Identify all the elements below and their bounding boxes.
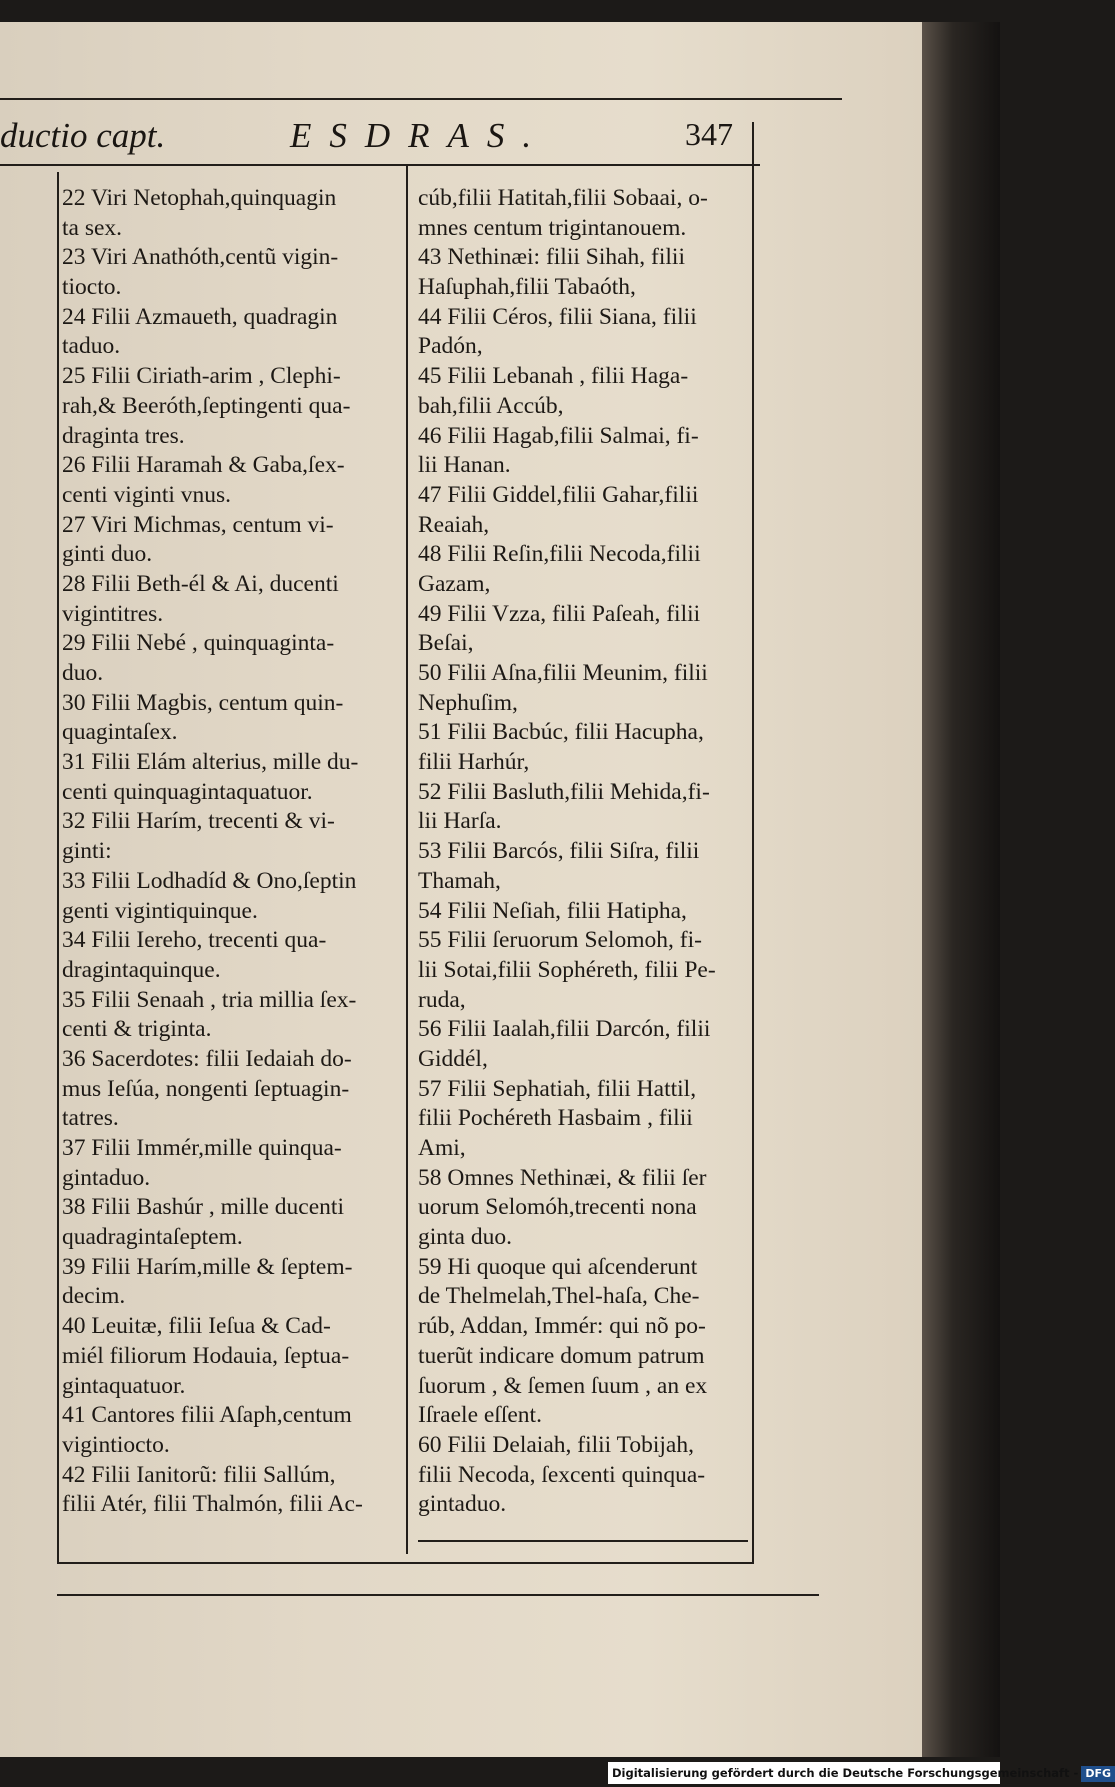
text-line: mnes centum trigintanouem. [418,214,687,241]
text-line: vigintitres. [62,600,164,627]
text-line: Padón, [418,333,483,360]
text-line: 34 Filii Iereho, trecenti qua- [62,927,327,954]
text-line: centi viginti vnus. [62,481,232,508]
text-line: rúb, Addan, Immér: qui nõ po- [418,1313,706,1340]
text-line: filii Harhúr, [418,749,530,776]
text-line: dragintaquinque. [62,956,221,983]
book-page [0,22,924,1757]
text-line: ginti: [62,838,112,865]
text-line: tiocto. [62,274,122,301]
text-line: vigintiocto. [62,1431,170,1458]
text-line: filii Pochéreth Hasbaim , filii [418,1105,693,1132]
text-line: 58 Omnes Nethinæi, & filii ſer [418,1164,707,1191]
text-line: Ami, [418,1135,466,1161]
text-line: 59 Hi quoque qui aſcenderunt [418,1253,698,1280]
page-edge-shadow [922,22,1000,1757]
text-line: 38 Filii Bashúr , mille ducenti [62,1194,344,1221]
text-line: rah,& Beeróth,ſeptingenti qua- [62,392,351,419]
text-line: Thamah, [418,867,501,894]
text-line: filii Necoda, ſexcenti quinqua- [418,1461,706,1488]
text-line: ſuorum , & ſemen ſuum , an ex [418,1372,708,1399]
text-line: 25 Filii Ciriath-arim , Clephi- [62,363,341,390]
text-line: 60 Filii Delaiah, filii Tobijah, [418,1431,694,1458]
text-line: 52 Filii Basluth,filii Mehida,fi- [418,778,710,805]
text-line: gintaquatuor. [62,1372,186,1399]
bottom-rule-outer [57,1594,819,1596]
text-line: decim. [62,1283,126,1310]
running-header [0,112,760,162]
text-line: centi quinquagintaquatuor. [62,778,313,805]
text-line: 41 Cantores filii Aſaph,centum [62,1402,352,1429]
running-head: ductio capt. [0,116,166,155]
text-line: tuerũt indicare domum patrum [418,1342,705,1369]
text-line: uorum Selomóh,trecenti nona [418,1194,697,1221]
text-line: lii Hanan. [418,452,511,479]
text-line: 42 Filii Ianitorũ: filii Sallúm, [62,1461,336,1488]
text-line: bah,filii Accúb, [418,392,564,419]
text-line: tatres. [62,1105,119,1132]
text-line: 27 Viri Michmas, centum vi- [62,511,334,538]
text-line: Gazam, [418,570,491,597]
left-column [62,184,402,1520]
text-line: 32 Filii Harím, trecenti & vi- [62,808,335,835]
text-line: 47 Filii Giddel,filii Gahar,filii [418,481,699,508]
header-rule [0,98,842,100]
text-line: 43 Nethinæi: filii Sihah, filii [418,244,685,271]
text-line: 49 Filii Vzza, filii Paſeah, filii [418,600,701,627]
text-line: 36 Sacerdotes: filii Iedaiah do- [62,1045,352,1072]
text-line: 48 Filii Reſin,filii Necoda,filii [418,541,701,568]
text-line: 35 Filii Senaah , tria millia ſex- [62,986,357,1013]
text-line: filii Atér, filii Thalmón, filii Ac- [62,1491,363,1518]
text-line: Giddél, [418,1045,488,1072]
text-line: Iſraele eſſent. [418,1402,542,1429]
text-line: 26 Filii Haramah & Gaba,ſex- [62,452,345,479]
text-line: 44 Filii Céros, filii Siana, filii [418,303,697,330]
text-line: 54 Filii Neſiah, filii Hatipha, [418,897,687,924]
right-column [418,184,748,1520]
text-line: 56 Filii Iaalah,filii Darcón, filii [418,1016,711,1043]
header-underline [0,164,760,166]
text-line: 46 Filii Hagab,filii Salmai, fi- [418,422,699,449]
text-line: Reaiah, [418,511,490,538]
text-line: gintaduo. [62,1164,151,1191]
text-line: 51 Filii Bacbúc, filii Hacupha, [418,719,704,746]
text-line: 57 Filii Sephatiah, filii Hattil, [418,1075,697,1102]
text-line: 55 Filii ſeruorum Selomoh, fi- [418,927,702,954]
text-line: taduo. [62,333,121,360]
text-line: duo. [62,660,104,686]
book-title: ESDRAS. [290,116,550,155]
text-line: quagintaſex. [62,719,178,746]
text-line: Beſai, [418,630,474,657]
text-line: Haſuphah,filii Tabaóth, [418,274,636,301]
text-end-rule [418,1540,748,1542]
text-line: cúb,filii Hatitah,filii Sobaai, o- [418,185,708,211]
text-line: 22 Viri Netophah,quinquagin [62,185,337,211]
text-line: 29 Filii Nebé , quinquaginta- [62,630,335,657]
text-line: 45 Filii Lebanah , filii Haga- [418,363,689,390]
text-line: genti vigintiquinque. [62,897,258,924]
text-line: ginta duo. [418,1224,512,1251]
dfg-logo: DFG [1081,1766,1115,1782]
text-line: 31 Filii Elám alterius, mille du- [62,749,359,776]
outer-rule-right [752,122,754,1562]
text-line: 40 Leuitæ, filii Ieſua & Cad- [62,1313,331,1340]
outer-rule-left [57,172,59,1562]
text-line: gintaduo. [418,1491,507,1518]
text-line: ta sex. [62,214,123,241]
text-line: 50 Filii Aſna,filii Meunim, filii [418,660,708,686]
bottom-rule [57,1562,754,1564]
text-line: 28 Filii Beth-él & Ai, ducenti [62,570,339,597]
text-line: ruda, [418,986,466,1013]
text-line: 39 Filii Harím,mille & ſeptem- [62,1253,353,1280]
text-line: miél filiorum Hodauia, ſeptua- [62,1342,350,1369]
credit-text: Digitalisierung gefördert durch die Deutsche Forschungsgemeinschaft - [612,1766,1079,1780]
text-line: lii Sotai,filii Sophéreth, filii Pe- [418,956,716,983]
text-line: ginti duo. [62,541,153,568]
text-line: quadragintaſeptem. [62,1224,243,1251]
text-line: Nephuſim, [418,689,518,716]
digitization-credit [608,1762,1112,1784]
text-line: 23 Viri Anathóth,centũ vigin- [62,244,339,271]
text-line: 53 Filii Barcós, filii Siſra, filii [418,838,700,865]
text-line: 37 Filii Immér,mille quinqua- [62,1135,342,1161]
text-line: centi & triginta. [62,1016,212,1043]
text-line: 24 Filii Azmaueth, quadragin [62,303,338,330]
text-line: mus Ieſúa, nongenti ſeptuagin- [62,1075,350,1102]
text-line: de Thelmelah,Thel-haſa, Che- [418,1283,700,1310]
page-number: 347 [685,116,733,152]
text-line: lii Harſa. [418,808,502,835]
text-line: 30 Filii Magbis, centum quin- [62,689,344,716]
text-line: draginta tres. [62,422,185,449]
column-divider [406,166,408,1554]
text-line: 33 Filii Lodhadíd & Ono,ſeptin [62,867,357,894]
